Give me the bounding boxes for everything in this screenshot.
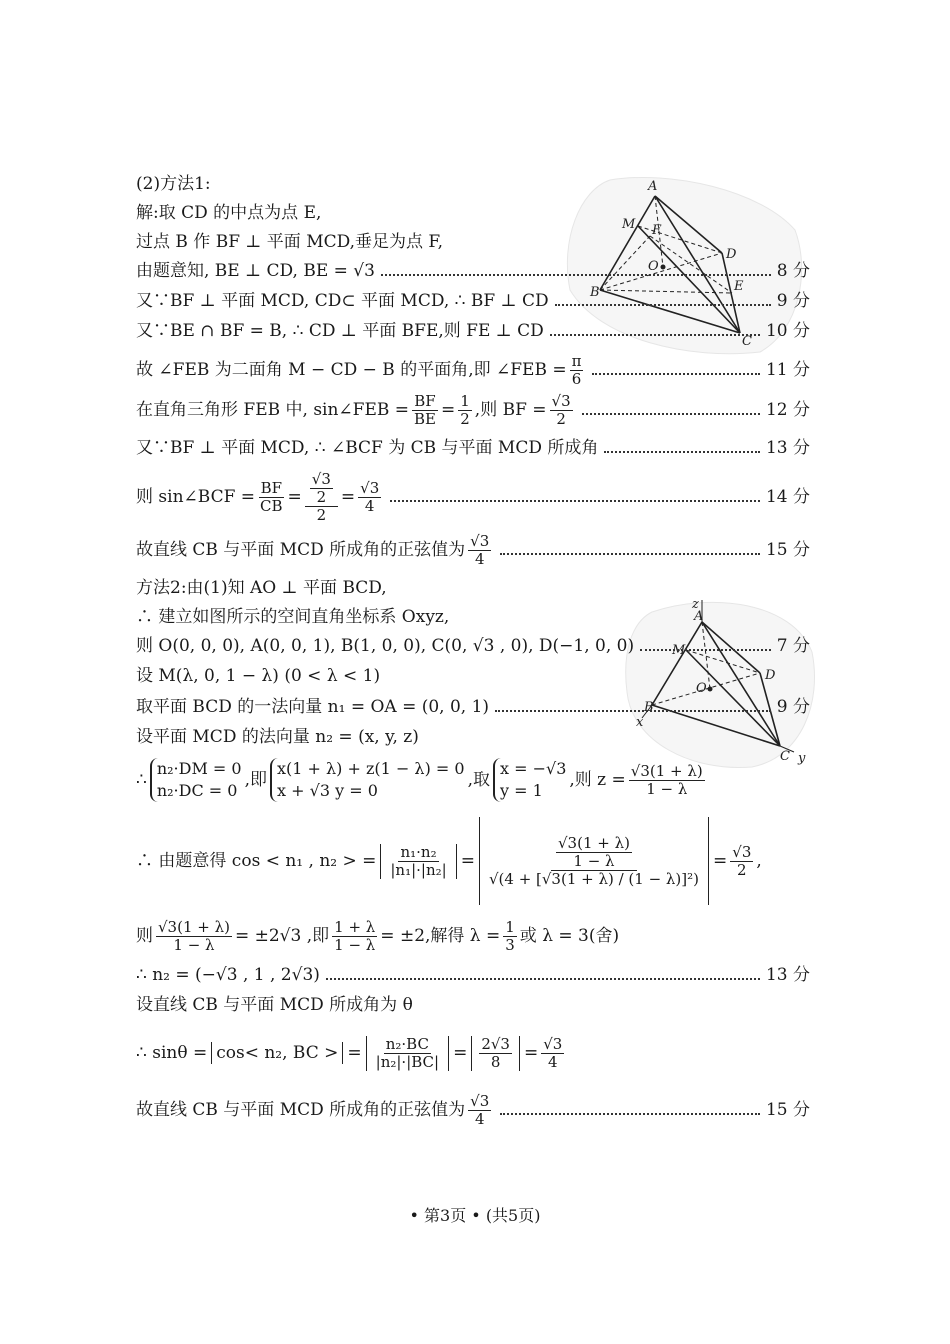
equals: = (287, 487, 302, 507)
dot-leader (592, 373, 759, 375)
equation: x = −√3 (499, 759, 567, 778)
numerator: BF (414, 391, 436, 410)
method2-line-10 (136, 964, 810, 986)
fraction (258, 480, 285, 515)
text-part: ,即 (244, 770, 268, 790)
absolute-value: cos< n₂, BC > (211, 1042, 343, 1064)
numerator: √3 (470, 1091, 490, 1110)
denominator: CB (260, 496, 283, 515)
equals: = (460, 851, 475, 871)
score-12: 12 分 (765, 400, 810, 420)
method1-line-8 (136, 437, 810, 459)
text-part: 则 (136, 926, 153, 946)
denominator: 4 (364, 496, 375, 515)
method1-line-5 (136, 320, 810, 342)
coordinate-figure-2 (622, 592, 822, 772)
dot-leader (604, 451, 760, 453)
numerator: 1 (505, 917, 515, 936)
fraction (550, 393, 573, 428)
text-part: 故直线 CB 与平面 MCD 所成角的正弦值为 (136, 1100, 466, 1120)
fraction (156, 919, 232, 954)
text-part: ∴ 由题意得 cos < n₁ , n₂ > = (136, 851, 377, 871)
text-part: 或 λ = 3(舍) (519, 926, 620, 946)
line-text: 又∵BF ⊥ 平面 MCD, ∴ ∠BCF 为 CB 与平面 MCD 所成角 (136, 438, 599, 458)
equals: = (523, 1043, 539, 1063)
method2-line-7 (136, 756, 816, 804)
numerator: π (571, 351, 582, 370)
method1-line-2: 过点 B 作 BF ⊥ 平面 MCD,垂足为点 F, (136, 232, 443, 252)
line-text: 则 O(0, 0, 0), A(0, 0, 1), B(1, 0, 0), C(0, √3 , 0), D(−1, 0, 0) (136, 636, 635, 656)
numerator: 2√3 (481, 1034, 510, 1053)
fig2-label-x: x (636, 715, 644, 730)
numerator: n₂·BC (385, 1034, 429, 1053)
denominator: 6 (571, 369, 582, 388)
numerator (551, 835, 637, 871)
score-9b: 9 分 (776, 697, 810, 717)
text-part: , (756, 851, 762, 871)
nested-fraction (310, 471, 333, 506)
dot-leader (500, 553, 760, 555)
dot-leader (390, 500, 760, 502)
denominator: 2 (737, 860, 747, 879)
fraction (541, 1036, 564, 1071)
numerator: √3(1 + λ) (158, 917, 230, 936)
denominator: 3 (505, 935, 515, 954)
fig1-label-o: O (648, 259, 659, 274)
fraction (458, 393, 472, 428)
dot-leader (555, 304, 771, 306)
equation-system (150, 758, 242, 802)
fig2-label-z: z (692, 597, 699, 612)
equals: = (453, 1043, 468, 1063)
line-text: 又∵BE ∩ BF = B, ∴ CD ⊥ 平面 BFE,则 FE ⊥ CD (136, 321, 544, 341)
denominator: 2 (316, 505, 327, 524)
fig1-label-e: E (734, 279, 744, 294)
text-part: 故 ∠FEB 为二面角 M − CD − B 的平面角,即 ∠FEB = (136, 360, 567, 380)
numerator: √3(1 + λ) (558, 833, 630, 852)
fraction (358, 480, 381, 515)
fraction (629, 763, 705, 798)
method2-line-2: ∴ 建立如图所示的空间直角坐标系 Oxyz, (136, 607, 450, 627)
denominator: 1 − λ (646, 779, 688, 798)
method2-line-1: 方法2:由(1)知 AO ⊥ 平面 BCD, (136, 578, 387, 598)
numerator: 1 (460, 391, 470, 410)
dot-leader (381, 274, 771, 276)
fraction (332, 919, 377, 954)
denominator: 1 − λ (573, 851, 615, 870)
equation: y = 1 (499, 781, 543, 800)
fraction (468, 533, 491, 568)
method2-line-13 (136, 1090, 810, 1130)
text-part: ,则 z = (569, 770, 626, 790)
equation: n₂·DM = 0 (156, 759, 242, 778)
numerator: √3(1 + λ) (630, 761, 703, 780)
denominator: 1 − λ (173, 935, 215, 954)
fig1-label-a: A (648, 179, 658, 194)
numerator: n₁·n₂ (400, 842, 437, 861)
dot-leader (495, 710, 771, 712)
dot-leader (640, 649, 771, 651)
fraction (503, 919, 517, 954)
numerator: √3 (360, 478, 380, 497)
score-15b: 15 分 (765, 1100, 810, 1120)
numerator: 1 + λ (334, 917, 376, 936)
score-10: 10 分 (765, 321, 810, 341)
numerator: √3 (470, 531, 490, 550)
method2-line-11: 设直线 CB 与平面 MCD 所成角为 θ (136, 995, 413, 1015)
method1-line-4 (136, 290, 810, 312)
fig1-label-b: B (590, 285, 600, 300)
line-text (136, 1093, 494, 1128)
denominator: |n₂|·|BC| (375, 1052, 440, 1071)
method2-line-6: 设平面 MCD 的法向量 n₂ = (x, y, z) (136, 727, 419, 747)
fig2-label-y: y (798, 751, 806, 766)
fig2-label-o: O (696, 681, 707, 696)
fraction (479, 1036, 512, 1071)
method1-line-3 (136, 260, 810, 282)
score-11: 11 分 (765, 360, 810, 380)
denominator: 4 (548, 1052, 558, 1071)
equals: = (441, 400, 456, 420)
numerator: √3 (551, 391, 571, 410)
denominator: BE (414, 409, 436, 428)
score-13b: 13 分 (765, 965, 810, 985)
fig2-label-b: B (644, 700, 654, 715)
method1-line-9 (136, 468, 810, 526)
fig1-label-m: M (622, 217, 636, 232)
fraction (412, 393, 438, 428)
fig1-label-d: D (726, 247, 737, 262)
fig2-label-d: D (765, 668, 776, 683)
fig2-label-c: C (780, 749, 790, 764)
denominator: |n₁|·|n₂| (390, 860, 447, 879)
fig2-label-a: A (694, 609, 704, 624)
fraction (570, 353, 584, 388)
dot-leader (582, 413, 760, 415)
fraction (730, 844, 753, 879)
method1-heading: (2)方法1: (136, 174, 211, 194)
fraction (388, 844, 448, 879)
denominator: 2 (316, 487, 327, 506)
fraction (487, 835, 701, 888)
line-text: 由题意知, BE ⊥ CD, BE = √3 (136, 261, 375, 281)
dot-leader (326, 978, 760, 980)
denominator: 4 (474, 549, 485, 568)
line-text (136, 353, 586, 388)
text-part: ,则 BF = (474, 400, 547, 420)
method1-line-1: 解:取 CD 的中点为点 E, (136, 203, 322, 223)
line-text: 又∵BF ⊥ 平面 MCD, CD⊂ 平面 MCD, ∴ BF ⊥ CD (136, 291, 549, 311)
absolute-value (471, 1036, 520, 1071)
fraction (374, 1036, 441, 1071)
nested-fraction (556, 835, 632, 870)
text-part: 在直角三角形 FEB 中, sin∠FEB = (136, 400, 410, 420)
method2-line-4: 设 M(λ, 0, 1 − λ) (0 < λ < 1) (136, 666, 381, 686)
absolute-value (479, 817, 709, 905)
dot-leader (500, 1113, 760, 1115)
method1-line-10 (136, 530, 810, 570)
score-7: 7 分 (776, 636, 810, 656)
numerator (305, 471, 338, 507)
score-14: 14 分 (765, 487, 810, 507)
text-part: = ±2,解得 λ = (380, 926, 501, 946)
denominator: 1 − λ (334, 935, 376, 954)
score-13: 13 分 (765, 438, 810, 458)
score-9: 9 分 (776, 291, 810, 311)
absolute-value (366, 1036, 449, 1071)
denominator: 8 (490, 1052, 501, 1071)
equation-system (270, 758, 465, 802)
denominator: 2 (460, 409, 470, 428)
equation: n₂·DC = 0 (156, 781, 238, 800)
equation: x(1 + λ) + z(1 − λ) = 0 (277, 759, 465, 778)
line-text (136, 471, 384, 524)
fraction (468, 1093, 491, 1128)
method1-line-7 (136, 390, 810, 430)
equals: = (340, 487, 356, 507)
line-text: 取平面 BCD 的一法向量 n₁ = OA = (0, 0, 1) (136, 697, 490, 717)
method2-line-8 (136, 815, 816, 907)
method2-line-9 (136, 914, 816, 958)
fig2-label-m: M (672, 643, 686, 658)
equation-system (493, 758, 566, 802)
score-8: 8 分 (776, 261, 810, 281)
denominator: 2 (556, 409, 566, 428)
numerator: √3 (543, 1034, 563, 1053)
fig1-label-f: F (652, 223, 662, 238)
text-part: ,取 (467, 770, 490, 790)
text-part: 则 sin∠BCF = (136, 487, 256, 507)
denominator: 4 (474, 1109, 485, 1128)
equation: x + √3 y = 0 (277, 781, 378, 800)
text-part: 故直线 CB 与平面 MCD 所成角的正弦值为 (136, 540, 466, 560)
line-text: ∴ n₂ = (−√3 , 1 , 2√3) (136, 965, 320, 985)
text-part: ∴ sinθ = (136, 1043, 208, 1063)
method2-line-5 (136, 696, 810, 718)
absolute-value (380, 844, 456, 879)
method1-line-6 (136, 352, 810, 388)
method2-line-12 (136, 1024, 816, 1082)
page-footer: • 第3页 • (共5页) (409, 1206, 541, 1225)
numerator: √3 (311, 469, 331, 488)
equals: = (347, 1043, 362, 1063)
denominator: √(4 + [√3(1 + λ) / (1 − λ)]²) (488, 869, 700, 888)
fig1-label-c: C (742, 334, 752, 349)
method2-line-3 (136, 635, 810, 657)
fraction (305, 471, 338, 524)
line-text (136, 533, 494, 568)
numerator: √3 (732, 842, 752, 861)
numerator: BF (260, 478, 282, 497)
equals: = (713, 851, 728, 871)
dot-leader (550, 334, 760, 336)
score-15: 15 分 (765, 540, 810, 560)
text-part: = ±2√3 ,即 (234, 926, 330, 946)
therefore-sign: ∴ (136, 770, 147, 790)
line-text (136, 393, 576, 428)
